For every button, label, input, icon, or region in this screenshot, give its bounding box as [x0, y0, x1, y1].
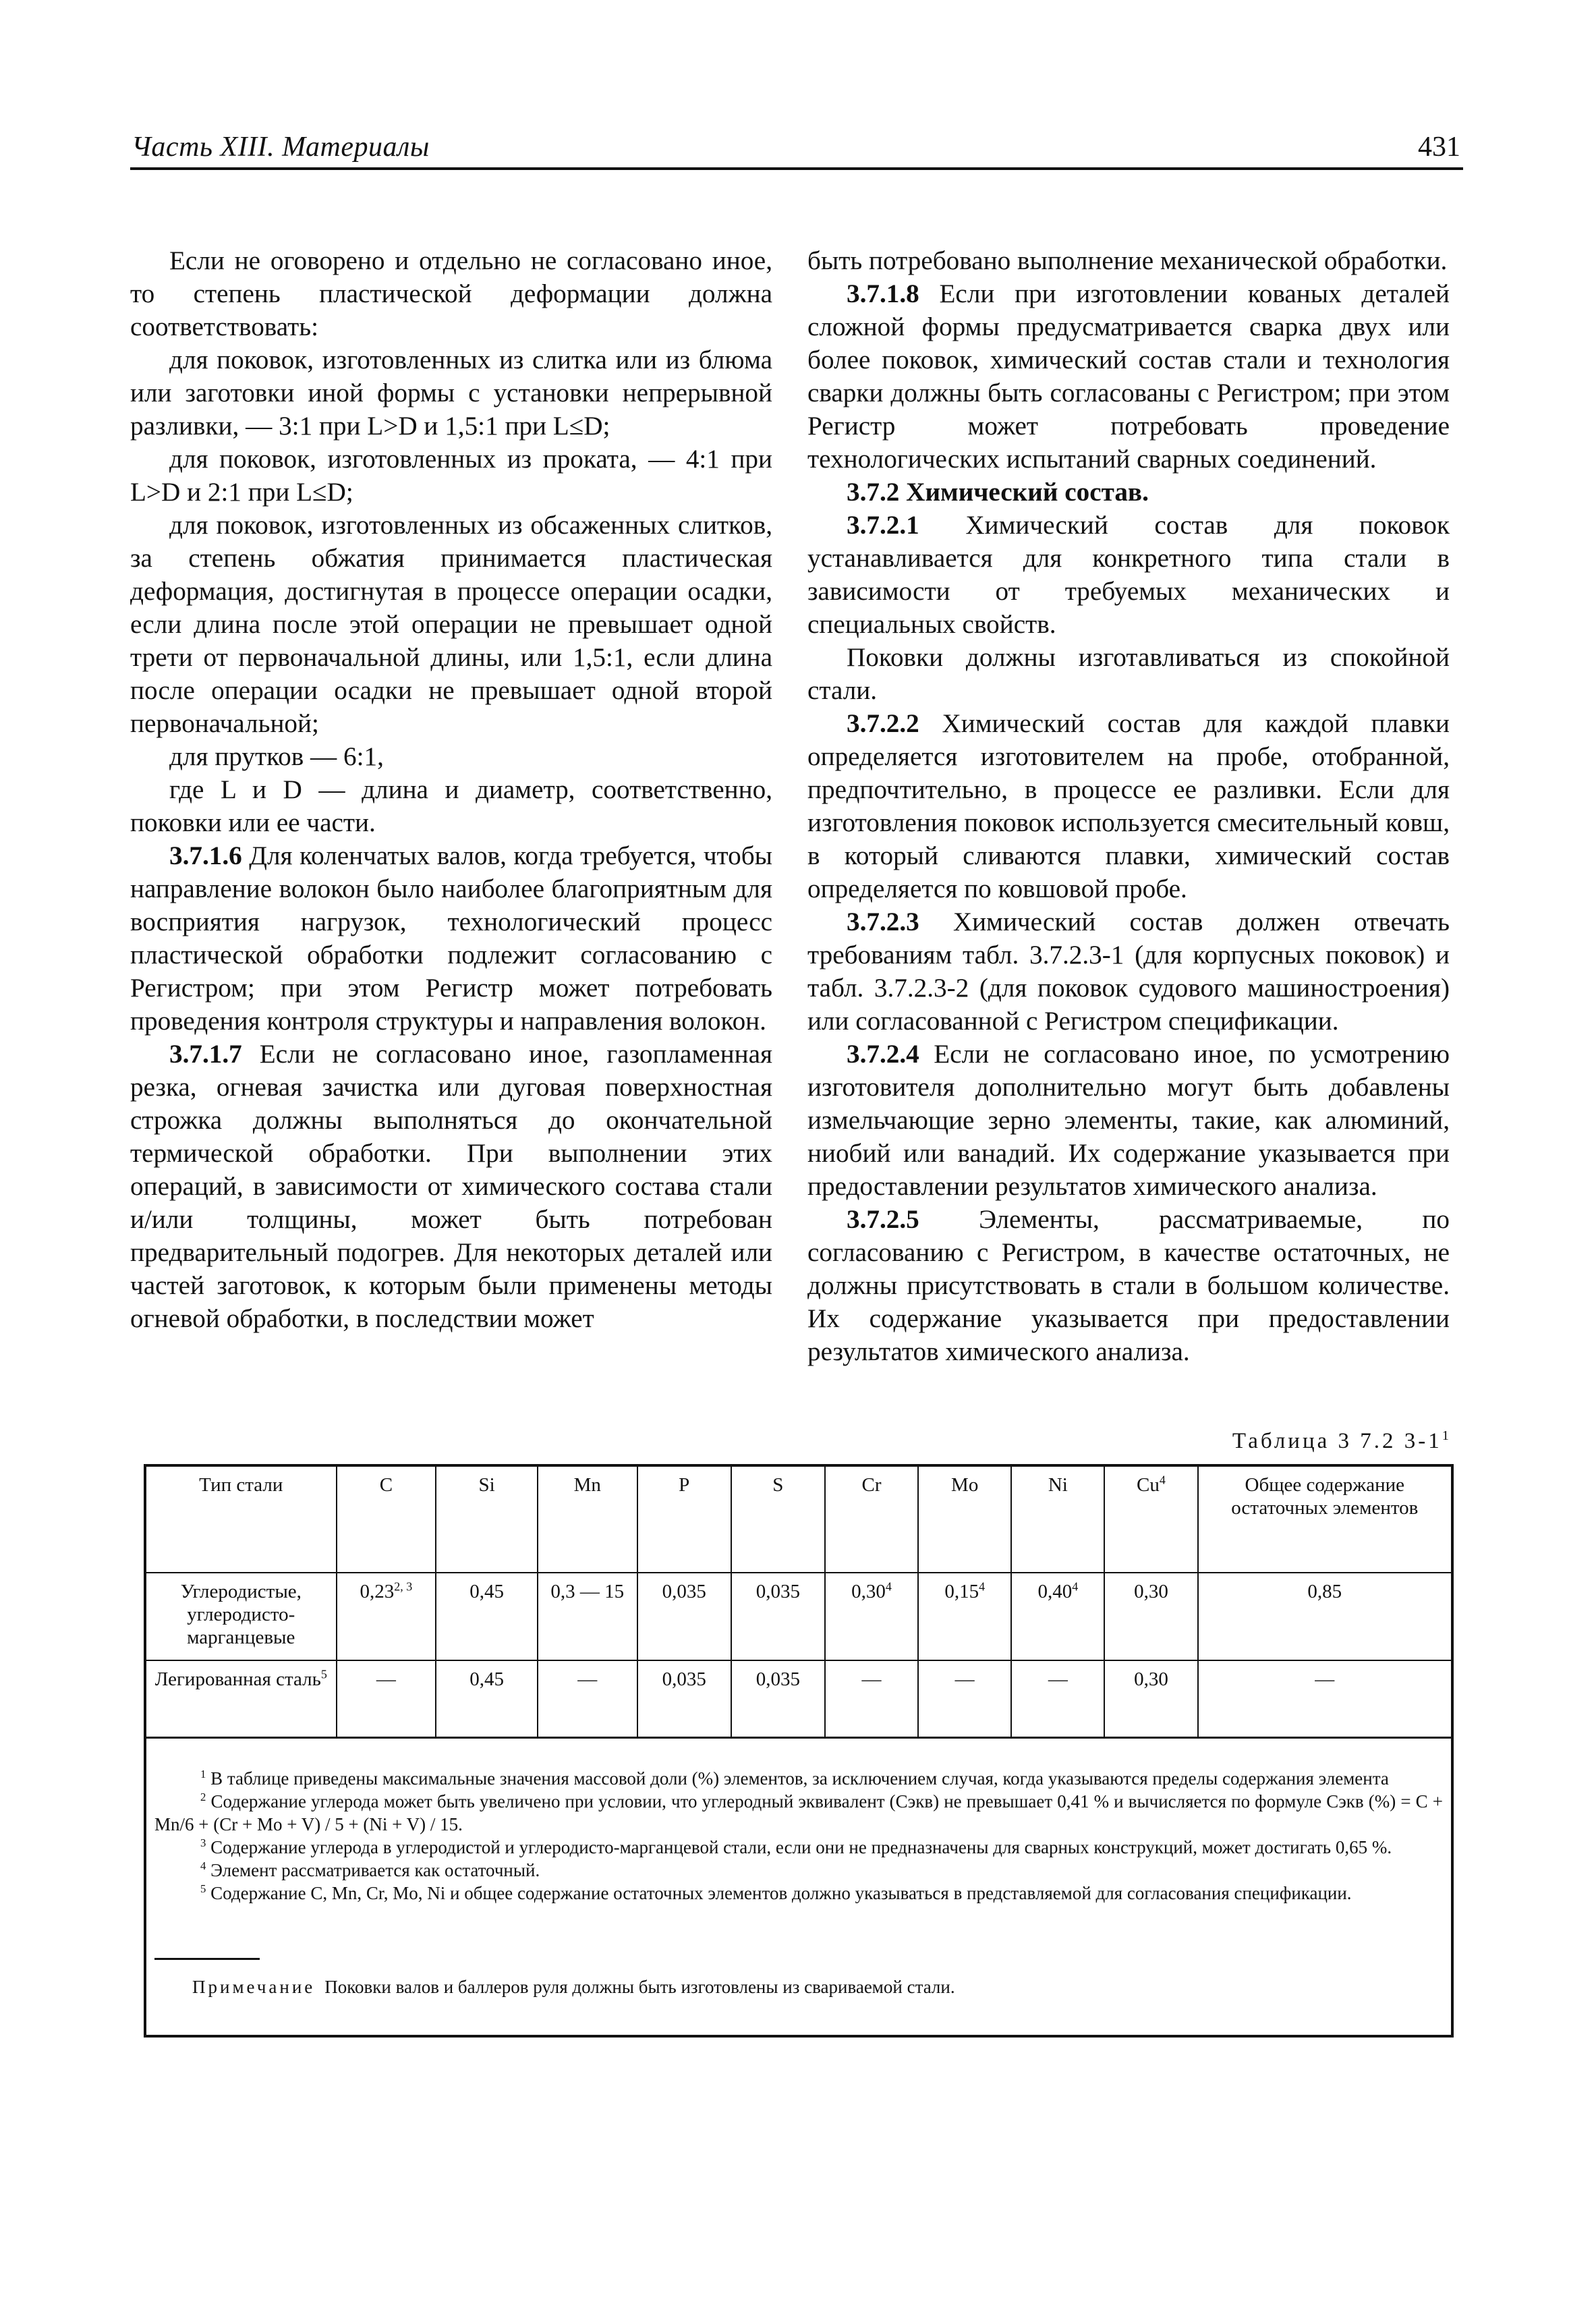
paragraph-text: Если не согласовано иное, по усмотрению изготовителя дополнительно могут быть добавлены измельчающие зерно элементы, такие, как алюминий, ниобий или ванадий. Их содержание указывается при предоставлении результатов химического анализа.	[807, 1040, 1450, 1201]
paragraph-text: Химический состав для каждой плавки определяется изготовителем на пробе, отобранной, предпочтительно, в процессе ее разливки. Если для изготовления поковок используется смесительный ковш, в который сливаются плавки, химический состав определяется по ковшовой пробе.	[807, 709, 1450, 903]
cell-mo	[918, 1573, 1011, 1660]
paragraph-killed-steel: Поковки должны изготавливаться из спокойной стали.	[807, 643, 1450, 705]
cell-c: —	[337, 1660, 436, 1738]
footnote-number: 1	[200, 1768, 206, 1780]
paragraph-text: Если не согласовано иное, газопламенная резка, огневая зачистка или дуговая поверхностная строжка должны выполняться до окончательной термической обработки. При выполнении этих операций, в зависимости от химического состава стали и/или толщины, может быть потребован предварительный подогрев. Для некоторых деталей или частей заготовок, к которым были применены методы огневой обработки, в последствии может	[130, 1040, 772, 1333]
cell-ni	[1011, 1573, 1104, 1660]
section-number: 3.7.1.8	[847, 279, 919, 308]
table-caption-text: Таблица 3 7.2 3-1	[1232, 1429, 1442, 1453]
cell-value: Легированная сталь	[154, 1668, 321, 1690]
running-title: Часть XIII. Материалы	[132, 132, 430, 163]
cell-total-residual: —	[1198, 1660, 1451, 1738]
intro-paragraph: Если не оговорено и отдельно не согласовано иное, то степень пластической деформации должна соответствовать:	[130, 246, 772, 341]
footnote	[154, 1767, 1443, 1790]
footnote	[154, 1882, 1443, 1905]
cell-cr	[825, 1573, 918, 1660]
header-steel-type: Тип стали	[146, 1467, 337, 1573]
footnote-number: 2	[200, 1791, 206, 1803]
section-number: 3.7.2.3	[847, 907, 919, 936]
table-caption-footnote-mark: 1	[1442, 1428, 1452, 1443]
paragraph-3-7-2-3	[807, 905, 1450, 1038]
paragraph-text: Химический состав для поковок устанавливается для конкретного типа стали в зависимости от требуемых механических и специальных свойств.	[807, 511, 1450, 639]
footnote-mark: 4	[885, 1579, 892, 1594]
cell-steel-type: Углеродистые, углеродисто-марганцевые	[146, 1573, 337, 1660]
cell-cr: —	[825, 1660, 918, 1738]
cell-ni: —	[1011, 1660, 1104, 1738]
footnote-text: В таблице приведены максимальные значения массовой доли (%) элементов, за исключением случая, когда указываются пределы содержания элемента	[210, 1768, 1389, 1789]
cell-value: 0,15	[944, 1581, 979, 1602]
footnote	[154, 1790, 1443, 1836]
cell-si: 0,45	[436, 1573, 538, 1660]
footnote	[154, 1859, 1443, 1882]
section-heading-3-7-2: 3.7.2 Химический состав.	[847, 478, 1149, 507]
paragraph-3-7-1-7	[130, 1038, 772, 1335]
cell-cu: 0,30	[1104, 1660, 1197, 1738]
cell-s: 0,035	[731, 1573, 825, 1660]
cell-mo: —	[918, 1660, 1011, 1738]
table-footnotes	[154, 1767, 1443, 1905]
header-cu-text: Cu	[1137, 1474, 1160, 1496]
cell-si: 0,45	[436, 1660, 538, 1738]
paragraph-3-7-2-4	[807, 1038, 1450, 1203]
header-total-residual: Общее содержание остаточных элементов	[1198, 1467, 1451, 1573]
cell-mn: —	[538, 1660, 637, 1738]
footnote-number: 4	[200, 1859, 206, 1872]
table-note	[192, 1977, 955, 1998]
paragraph-3-7-1-8	[807, 277, 1450, 476]
header-c: C	[337, 1467, 436, 1573]
footnote-mark: 4	[979, 1579, 986, 1594]
header-mo: Mo	[918, 1467, 1011, 1573]
section-number: 3.7.1.7	[169, 1040, 242, 1069]
section-number: 3.7.2.5	[847, 1205, 919, 1234]
header-cu	[1104, 1467, 1197, 1573]
table-row	[146, 1660, 1451, 1738]
paragraph-3-7-2-1	[807, 509, 1450, 641]
footnote-mark: 4	[1159, 1473, 1166, 1487]
composition-table-frame	[144, 1464, 1454, 2038]
page-number: 431	[1418, 132, 1460, 163]
footnote-text: Содержание углерода может быть увеличено при условии, что углеродный эквивалент (Cэкв) не превышает 0,41 % и вычисляется по формуле Cэкв (%) = C + Mn/6 + (Cr + Mo + V) / 5 + (Ni + V) / 15.	[154, 1791, 1443, 1834]
cell-mn: 0,3 — 15	[538, 1573, 637, 1660]
paragraph-3-7-1-6	[130, 839, 772, 1038]
header-s: S	[731, 1467, 825, 1573]
definition-l-d: где L и D — длина и диаметр, соответственно, поковки или ее части.	[130, 775, 772, 837]
footnote-text: Содержание углерода в углеродистой и углеродисто-марганцевой стали, если они не предназначены для сварных конструкций, может достигать 0,65 %.	[210, 1837, 1392, 1857]
table-row	[146, 1573, 1451, 1660]
left-column	[130, 244, 772, 1335]
footnote	[154, 1836, 1443, 1859]
footnote-mark: 5	[320, 1667, 327, 1681]
cell-p: 0,035	[637, 1573, 731, 1660]
cell-c	[337, 1573, 436, 1660]
item-upset-forgings: для поковок, изготовленных из обсаженных слитков, за степень обжатия принимается пластическая деформация, достигнутая в процессе операции осадки, если длина после этой операции не превышает одной трети от первоначальной длины, или 1,5:1, если длина после операции осадки не превышает одной второй первоначальной;	[130, 511, 772, 738]
paragraph-3-7-2-2	[807, 707, 1450, 905]
continued-paragraph: быть потребовано выполнение механической обработки.	[807, 246, 1448, 275]
cell-value: 0,40	[1037, 1581, 1073, 1602]
table-caption	[1052, 1429, 1452, 1454]
footnote-text: Содержание C, Mn, Cr, Mo, Ni и общее содержание остаточных элементов должно указываться в представляемой для согласования спецификации.	[210, 1883, 1352, 1903]
cell-value: 0,23	[360, 1581, 395, 1602]
footnote-number: 3	[200, 1836, 206, 1849]
header-si: Si	[436, 1467, 538, 1573]
item-ingot-forgings: для поковок, изготовленных из слитка или из блюма или заготовки иной формы с установки непрерывной разливки, — 3:1 при L>D и 1,5:1 при L≤D;	[130, 345, 772, 441]
paragraph-3-7-2-5	[807, 1203, 1450, 1368]
section-number: 3.7.2.1	[847, 511, 919, 540]
section-number: 3.7.1.6	[169, 841, 242, 870]
footnote-number: 5	[200, 1882, 206, 1895]
note-text: Поковки валов и баллеров руля должны быть изготовлены из свариваемой стали.	[324, 1977, 955, 1997]
cell-p: 0,035	[637, 1660, 731, 1738]
paragraph-text: Если при изготовлении кованых деталей сложной формы предусматривается сварка двух или более поковок, химический состав стали и технология сварки должны быть согласованы с Регистром; при этом Регистр может потребовать проведение технологических испытаний сварных соединений.	[807, 279, 1450, 474]
page-header	[130, 130, 1463, 170]
paragraph-text: Химический состав должен отвечать требованиям табл. 3.7.2.3-1 (для корпусных поковок) и табл. 3.7.2.3-2 (для поковок судового машиностроения) или согласованной с Регистром спецификации.	[807, 907, 1450, 1036]
header-mn: Mn	[538, 1467, 637, 1573]
item-rolled-forgings: для поковок, изготовленных из проката, — 4:1 при L>D и 2:1 при L≤D;	[130, 445, 772, 507]
header-p: P	[637, 1467, 731, 1573]
cell-steel-type	[146, 1660, 337, 1738]
note-label: Примечание	[192, 1977, 316, 1997]
paragraph-text: Для коленчатых валов, когда требуется, чтобы направление волокон было наиболее благоприятным для восприятия нагрузок, технологический процесс пластической обработки подлежит согласованию с Регистром; при этом Регистр может потребовать проведения контроля структуры и направления волокон.	[130, 841, 773, 1036]
cell-total-residual: 0,85	[1198, 1573, 1451, 1660]
composition-table	[146, 1467, 1451, 1739]
footnote-text: Элемент рассматривается как остаточный.	[210, 1860, 540, 1880]
table-header-row	[146, 1467, 1451, 1573]
section-number: 3.7.2.4	[847, 1040, 919, 1069]
paragraph-text: Элементы, рассматриваемые, по согласованию с Регистром, в качестве остаточных, не должны присутствовать в стали в большом количестве. Их содержание указывается при предоставлении результатов химического анализа.	[807, 1205, 1450, 1366]
header-ni: Ni	[1011, 1467, 1104, 1573]
item-bars: для прутков — 6:1,	[169, 742, 384, 771]
cell-cu: 0,30	[1104, 1573, 1197, 1660]
footnote-mark: 4	[1072, 1579, 1079, 1594]
cell-value: 0,30	[851, 1581, 886, 1602]
header-cr: Cr	[825, 1467, 918, 1573]
cell-s: 0,035	[731, 1660, 825, 1738]
footnote-mark: 2, 3	[394, 1579, 413, 1594]
footnote-divider	[154, 1958, 260, 1960]
section-number: 3.7.2.2	[847, 709, 919, 738]
right-column	[807, 244, 1450, 1368]
